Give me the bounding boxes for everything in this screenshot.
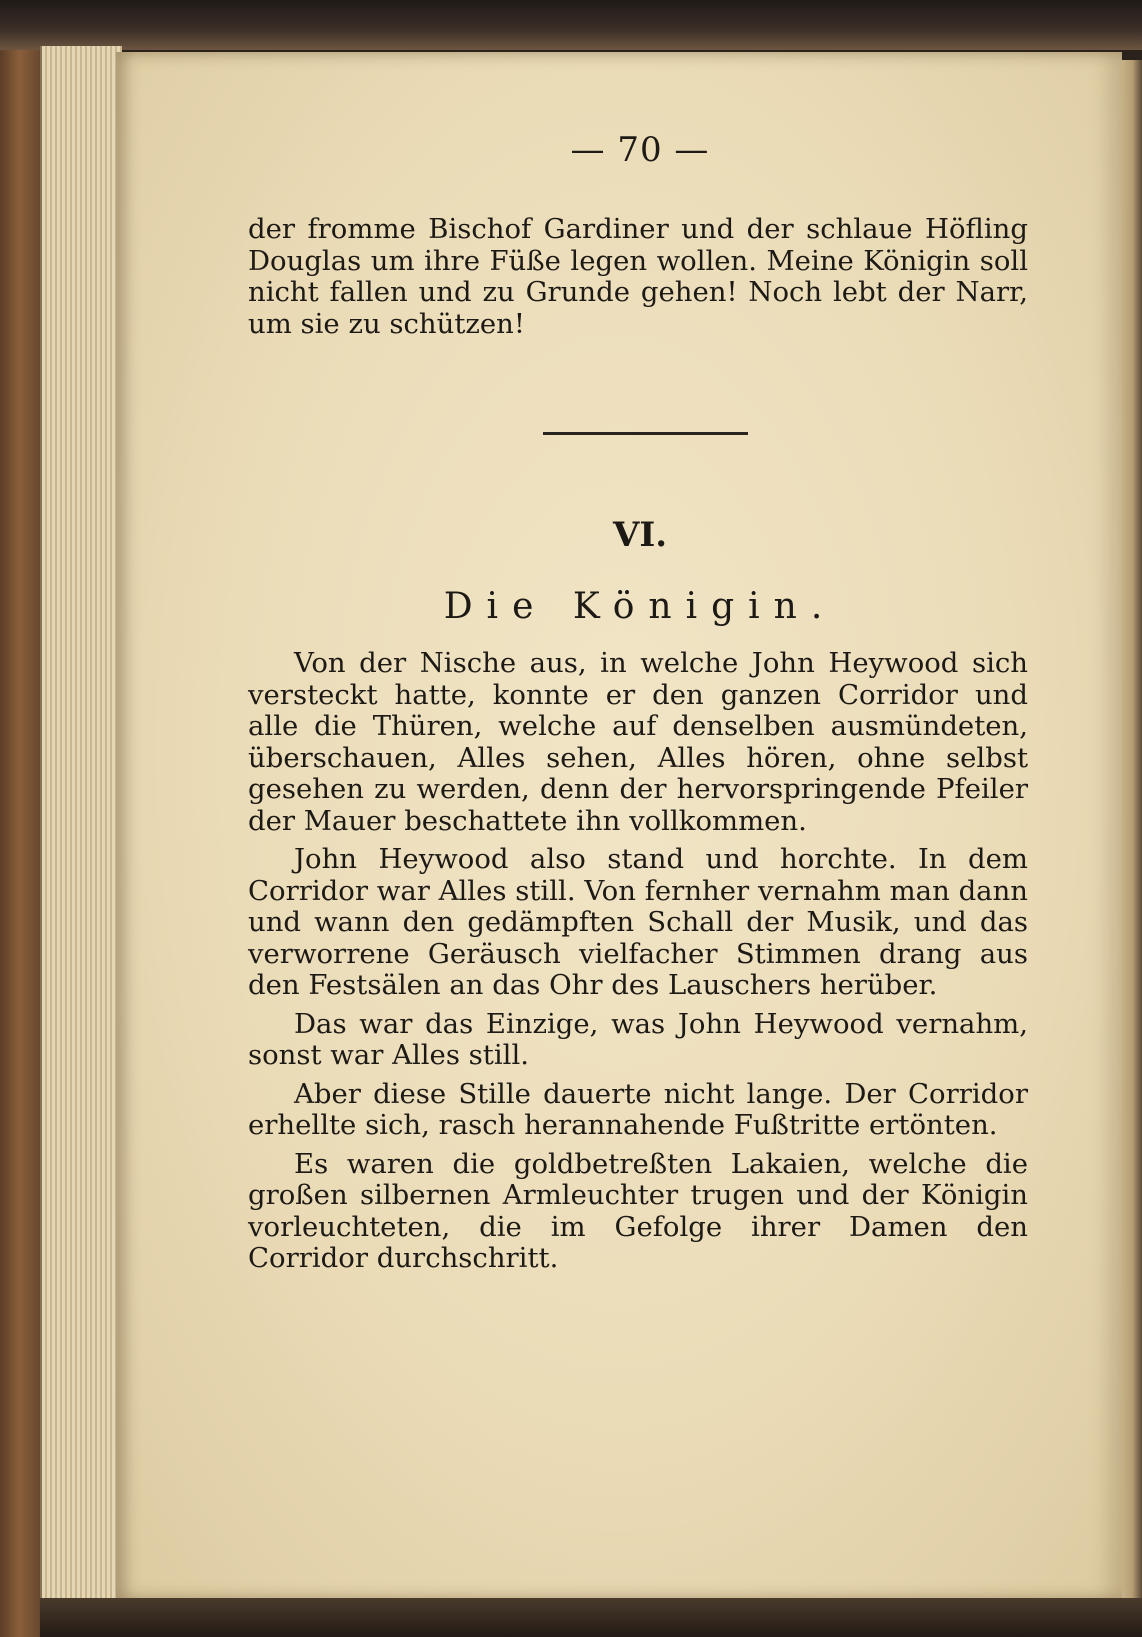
body-paragraph: Das war das Einzige, was John Heywood vernahm, sonst war Alles still. [248,1007,1028,1071]
body-paragraph: Aber diese Stille dauerte nicht lange. Der Corridor erhellte sich, rasch herannahende Fußtritte ertönten. [248,1077,1028,1141]
chapter-body [248,648,1028,1275]
body-paragraph: Von der Nische aus, in welche John Heywood sich versteckt hatte, konnte er den ganzen Corridor und alle die Thüren, welche auf denselben ausmündeten, überschauen, Alles sehen, Alles hören, ohne selbst gesehen zu werden, denn der hervorspringende Pfeiler der Mauer beschattete ihn vollkommen. [248,647,1028,837]
page-edges [40,46,122,1601]
book-cover-top [0,0,1142,50]
body-paragraph: John Heywood also stand und horchte. In dem Corridor war Alles still. Von fernher vernahm man dann und wann den gedämpften Schall der Musik, und das verworrene Geräusch vielfacher Stimmen drang aus den Festsälen an das Ohr des Lauschers herüber. [248,843,1028,1001]
page-number: — 70 — [570,130,710,170]
chapter-number: VI. [612,515,668,555]
carryover-text [248,214,1028,340]
chapter-title: Die Königin. [443,586,837,627]
carryover-paragraph: der fromme Bischof Gardiner und der schlaue Höfling Douglas um ihre Füße legen wollen. Meine Königin soll nicht fallen und zu Grunde gehen! Noch lebt der Narr, um sie zu schützen! [248,213,1028,340]
body-paragraph: Es waren die goldbetreßten Lakaien, welche die großen silbernen Armleuchter trugen und der Königin vorleuchteten, die im Gefolge ihrer Damen den Corridor durchschritt. [248,1147,1028,1274]
section-divider [543,432,748,435]
book-cover-bottom [40,1598,1142,1637]
